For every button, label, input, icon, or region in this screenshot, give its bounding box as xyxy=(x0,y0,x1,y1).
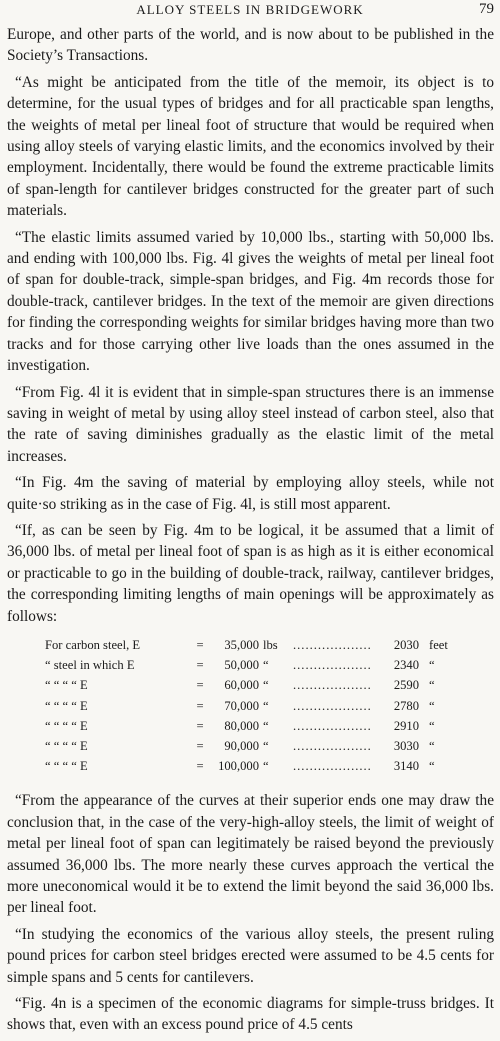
equals-sign: = xyxy=(196,658,204,673)
paragraph: “Fig. 4n is a specimen of the economic diagrams for simple-truss bridges. It shows that, even with an excess pound price of 4.5 cents xyxy=(7,995,494,1034)
equals-sign: = xyxy=(196,718,204,733)
table-row xyxy=(45,696,494,716)
equals-sign: = xyxy=(196,738,204,753)
equals-sign: = xyxy=(196,637,204,652)
running-title: ALLOY STEELS IN BRIDGEWORK xyxy=(136,2,364,17)
unit: “ xyxy=(263,738,269,753)
elastic-limit: 35,000 xyxy=(224,637,259,652)
leader-dots: ................... xyxy=(293,637,372,652)
span-length: 2910 xyxy=(393,718,419,733)
elastic-limit: 50,000 xyxy=(224,658,259,673)
elastic-limit: 70,000 xyxy=(224,698,259,713)
elastic-limit: 60,000 xyxy=(224,678,259,693)
page-number: 79 xyxy=(479,1,494,17)
table-row xyxy=(45,736,494,756)
leader-dots: ................... xyxy=(293,759,372,774)
row-label: “ “ “ “ E xyxy=(45,718,88,733)
length-unit: “ xyxy=(429,678,435,693)
equals-sign: = xyxy=(196,698,204,713)
unit: “ xyxy=(263,678,269,693)
row-label: “ “ “ “ E xyxy=(45,738,88,753)
length-unit: “ xyxy=(429,738,435,753)
span-length: 3030 xyxy=(393,738,419,753)
running-head xyxy=(0,0,500,20)
span-length: 2590 xyxy=(393,678,419,693)
paragraph: Europe, and other parts of the world, and is now about to be published in the Society’s Transactions. xyxy=(7,26,494,65)
leader-dots: ................... xyxy=(293,658,372,673)
paragraph: “As might be anticipated from the title of the memoir, its object is to determine, for the usual types of bridges and for all practicable span lengths, the weights of metal per lineal foot of structure that would be required when using alloy steels of varying elastic limits, and the economics involved by their employment. Incidentally, there would be found the extreme practicable limits of span-length for cantilever bridges constructed for the greater part of such materials. xyxy=(7,73,494,220)
length-unit: “ xyxy=(429,658,435,673)
table-row xyxy=(45,675,494,695)
paragraph: “In Fig. 4m the saving of material by employing alloy steels, while not quite·so striking as in the case of Fig. 4l, is still most apparent. xyxy=(7,474,494,513)
elastic-limit: 90,000 xyxy=(224,738,259,753)
row-label: “ “ “ “ E xyxy=(45,698,88,713)
length-unit: “ xyxy=(429,698,435,713)
leader-dots: ................... xyxy=(293,718,372,733)
unit: “ xyxy=(263,759,269,774)
table-row xyxy=(45,756,494,776)
elastic-limit: 100,000 xyxy=(218,759,259,774)
length-unit: “ xyxy=(429,759,435,774)
paragraph: “From Fig. 4l it is evident that in simple-span structures there is an immense saving in weight of metal by using alloy steel instead of carbon steel, also that the rate of saving diminishes gradually as the elastic limit of the metal increases. xyxy=(7,383,494,465)
table-row xyxy=(45,716,494,736)
table-row xyxy=(45,635,494,655)
length-unit: feet xyxy=(429,637,448,652)
span-length: 2340 xyxy=(393,658,419,673)
span-length: 2780 xyxy=(393,698,419,713)
unit: “ xyxy=(263,658,269,673)
unit: lbs xyxy=(263,637,278,652)
paragraph: “In studying the economics of the various alloy steels, the present ruling pound prices for carbon steel bridges erected were assumed to be 4.5 cents for simple spans and 5 cents for cantilevers. xyxy=(7,925,494,986)
row-label: “ steel in which E xyxy=(45,658,135,673)
paragraph: “If, as can be seen by Fig. 4m to be logical, it be assumed that a limit of 36,000 lbs. of metal per lineal foot of span is as high as it is either economical or practicable to go in the building of double-track, railway, cantilever bridges, the corresponding limiting lengths of main openings will be approximately as follows: xyxy=(7,521,494,625)
leader-dots: ................... xyxy=(293,678,372,693)
paragraph: “From the appearance of the curves at their superior ends one may draw the conclusion that, in the case of the very-high-alloy steels, the limit of weight of metal per lineal foot of span can legitimately be raised beyond the previously assumed 36,000 lbs. The more nearly these curves approach the vertical the more uneconomical would it be to extend the limit beyond the said 36,000 lbs. per lineal foot. xyxy=(7,792,494,917)
span-length: 3140 xyxy=(393,759,419,774)
leader-dots: ................... xyxy=(293,738,372,753)
row-label: “ “ “ “ E xyxy=(45,678,88,693)
row-label: For carbon steel, E xyxy=(45,637,141,652)
body-text xyxy=(7,24,494,1041)
equals-sign: = xyxy=(196,678,204,693)
paragraph: “The elastic limits assumed varied by 10,000 lbs., starting with 50,000 lbs. and ending with 100,000 lbs. Fig. 4l gives the weights of metal per lineal foot of span for double-track, simple-span bridges, and Fig. 4m records those for double-track, cantilever bridges. In the text of the memoir are given directions for finding the corresponding weights for similar bridges having more than two tracks and for those carrying other live loads than the ones assumed in the investigation. xyxy=(7,228,494,375)
elastic-limit: 80,000 xyxy=(224,718,259,733)
leader-dots: ................... xyxy=(293,698,372,713)
span-length-table xyxy=(45,635,494,776)
span-length: 2030 xyxy=(393,637,419,652)
unit: “ xyxy=(263,718,269,733)
length-unit: “ xyxy=(429,718,435,733)
row-label: “ “ “ “ E xyxy=(45,759,88,774)
table-row xyxy=(45,655,494,675)
unit: “ xyxy=(263,698,269,713)
equals-sign: = xyxy=(196,759,204,774)
